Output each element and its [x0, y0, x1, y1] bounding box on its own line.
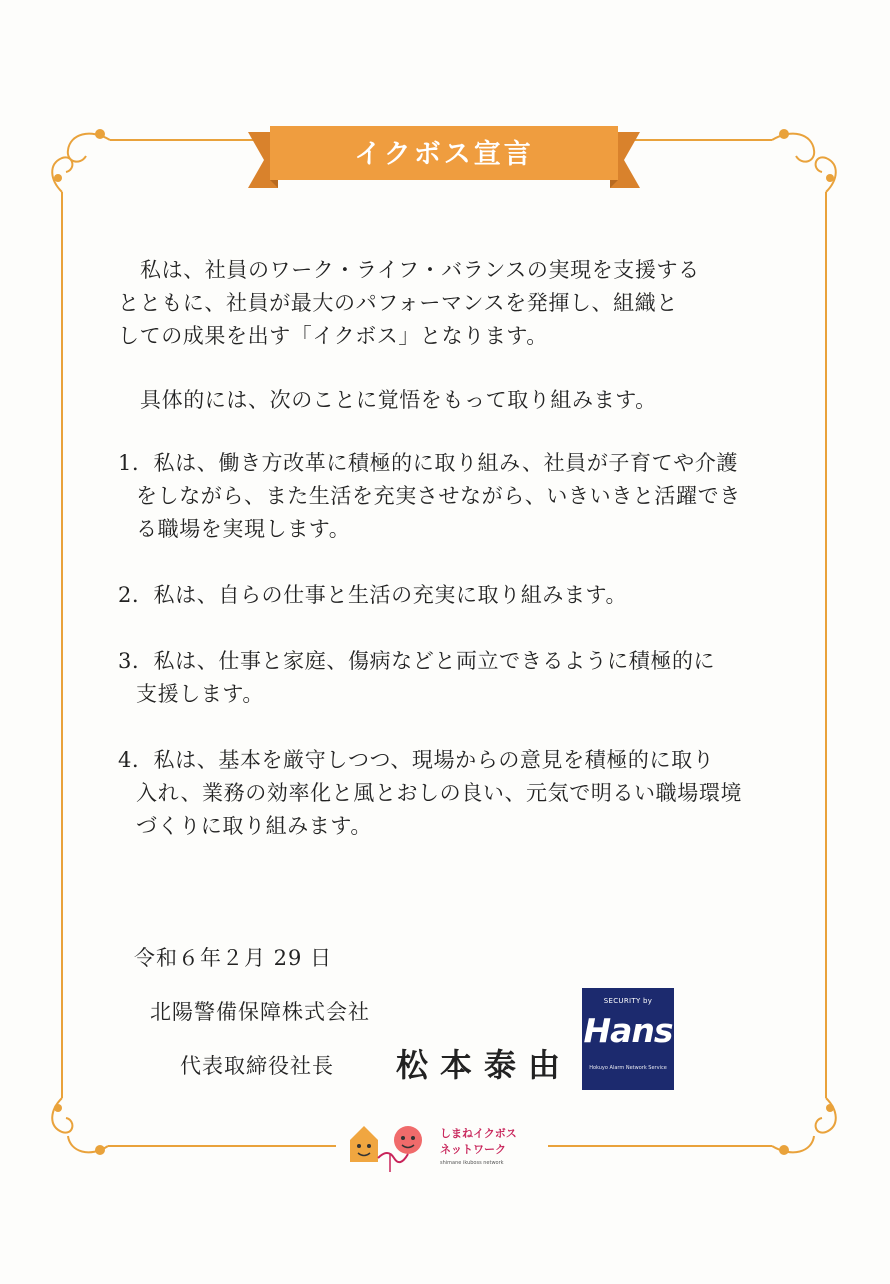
hans-logo: [582, 988, 674, 1090]
list-item: [118, 579, 742, 612]
title-ribbon: [248, 118, 640, 198]
declaration-date: 令和６年２月 29 日: [134, 946, 333, 970]
list-item: [118, 744, 742, 843]
network-name-line2: ネットワーク: [440, 1143, 506, 1156]
company-name: 北陽警備保障株式会社: [150, 1000, 370, 1024]
list-item: [118, 447, 742, 546]
item-line: づくりに取り組みます。: [136, 814, 372, 838]
signer-role: 代表取締役社長: [180, 1054, 334, 1078]
item-line: 2．私は、自らの仕事と生活の充実に取り組みます。: [118, 583, 628, 607]
item-line: る職場を実現します。: [136, 517, 351, 541]
lead-sentence: 具体的には、次のことに覚悟をもって取り組みます。: [140, 388, 657, 412]
item-line: 入れ、業務の効率化と風とおしの良い、元気で明るい職場環境: [136, 781, 743, 805]
page-title: イクボス宣言: [354, 139, 534, 170]
network-logo: [346, 1118, 546, 1172]
hans-logo-top-text: SECURITY by: [603, 997, 653, 1005]
hans-logo-bottom-text: Hokuyo Alarm Network Service: [589, 1065, 667, 1071]
intro-line: とともに、社員が最大のパフォーマンスを発揮し、組織と: [118, 291, 678, 315]
network-name-line1: しまねイクボス: [440, 1127, 517, 1140]
item-line: 3．私は、仕事と家庭、傷病などと両立できるように積極的に: [118, 649, 716, 673]
signer-name: 松本泰由: [396, 1046, 573, 1084]
network-name: [440, 1126, 517, 1158]
hans-logo-brand: Hans: [583, 1011, 673, 1050]
intro-line: 私は、社員のワーク・ライフ・バランスの実現を支援する: [140, 258, 700, 282]
item-line: 1．私は、働き方改革に積極的に取り組み、社員が子育てや介護: [118, 451, 739, 475]
item-line: をしながら、また生活を充実させながら、いきいきと活躍でき: [136, 484, 741, 508]
commitment-list: [118, 447, 742, 876]
intro-line: しての成果を出す「イクボス」となります。: [118, 324, 548, 348]
list-item: [118, 645, 742, 711]
network-name-en: shimane ikuboss network: [440, 1160, 504, 1166]
network-mascot-icon: [346, 1118, 436, 1172]
item-line: 4．私は、基本を厳守しつつ、現場からの意見を積極的に取り: [118, 748, 715, 772]
item-line: 支援します。: [136, 682, 264, 706]
intro-paragraph: [118, 254, 700, 353]
